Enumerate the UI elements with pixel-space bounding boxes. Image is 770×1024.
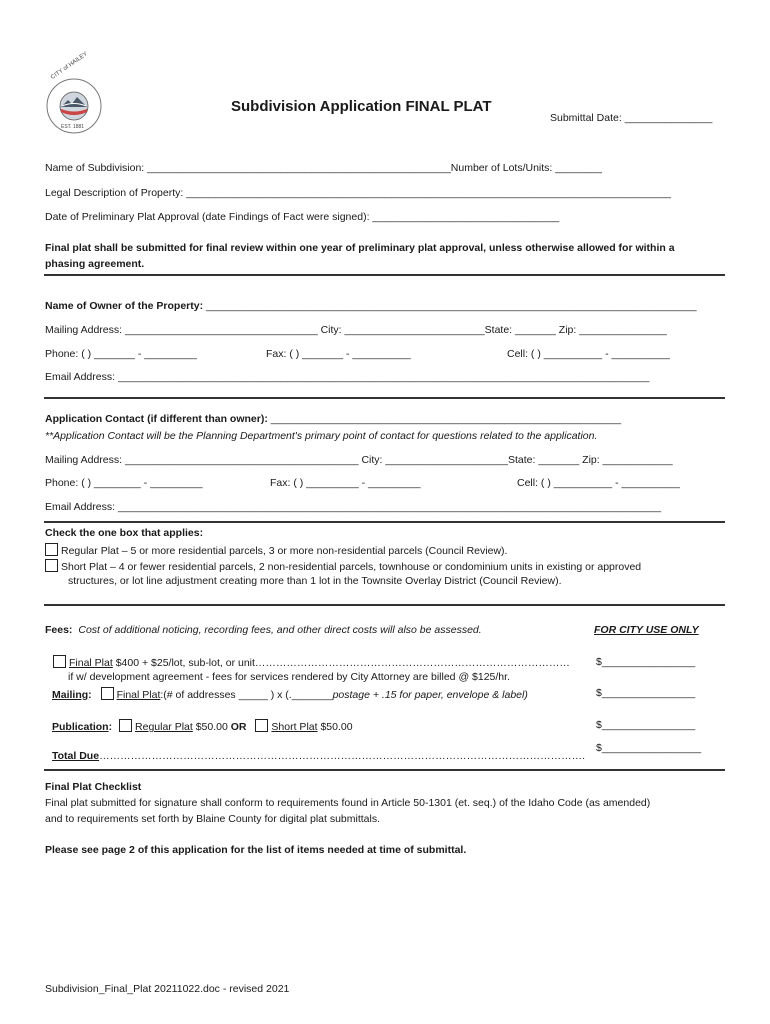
checklist-line-1: Final plat submitted for signature shall conform to requirements found in Article 50-1301 (et. seq.) of the Idaho Code (as amended) <box>45 797 651 809</box>
owner-name-field[interactable] <box>45 300 697 313</box>
city-use-final-plat-field[interactable]: $________________ <box>596 656 696 668</box>
owner-email-field[interactable]: Email Address: ___________________________________________________________________________________________ <box>45 371 650 383</box>
short-plat-publication-fee: $50.00 <box>317 721 353 733</box>
section-divider <box>44 397 725 399</box>
contact-blank: ____________________________________________________________ <box>267 413 622 425</box>
regular-plat-option[interactable] <box>45 543 507 558</box>
short-plat-label: Short Plat – 4 or fewer residential parcels, 2 non-residential parcels, townhouse or condominium units in existing or approved <box>61 561 642 573</box>
short-plat-checkbox[interactable] <box>45 559 58 572</box>
legal-description-field[interactable]: Legal Description of Property: ___________________________________________________________________________________ <box>45 187 671 199</box>
page-title: Subdivision Application FINAL PLAT <box>231 98 492 115</box>
check-heading: Check the one box that applies: <box>45 527 204 539</box>
contact-mailing-field[interactable]: Mailing Address: ________________________________________ City: _____________________State: _______ Zip: ____________ <box>45 454 673 466</box>
notice-line-1: Final plat shall be submitted for final review within one year of preliminary plat approval, unless otherwise allowed for within a <box>45 242 675 254</box>
short-plat-label-continued: structures, or lot line adjustment creating more than 1 lot in the Townsite Overlay District (Council Review). <box>68 575 562 587</box>
publication-fee-row[interactable]: Publication: Regular Plat $50.00 OR Short Plat $50.00 <box>52 721 353 733</box>
short-plat-publication-checkbox[interactable] <box>255 719 268 732</box>
owner-phone-field[interactable]: Phone: ( ) _______ - _________ <box>45 348 197 360</box>
total-due-row <box>52 750 585 763</box>
owner-fax-field[interactable]: Fax: ( ) _______ - __________ <box>266 348 411 360</box>
owner-mailing-field[interactable]: Mailing Address: _________________________________ City: ________________________State: _______ Zip: _______________ <box>45 324 667 336</box>
fees-header <box>45 624 482 637</box>
for-city-use-only: FOR CITY USE ONLY <box>594 624 699 636</box>
short-plat-option[interactable] <box>45 559 641 574</box>
section-divider <box>44 521 725 523</box>
short-plat-publication-link[interactable]: Short Plat <box>271 721 318 733</box>
section-divider <box>44 604 725 606</box>
notice-line-2: phasing agreement. <box>45 258 145 270</box>
final-plat-fee-row[interactable] <box>53 655 570 670</box>
or-text: OR <box>230 721 247 733</box>
mailing-fee-row[interactable] <box>52 687 528 702</box>
checklist-line-2: and to requirements set forth by Blaine County for digital plat submittals. <box>45 813 381 825</box>
mailing-fee-italic: postage + .15 for paper, envelope & label) <box>332 689 528 701</box>
fees-note: Cost of additional noticing, recording fees, and other direct costs will also be assessed. <box>78 624 482 636</box>
fees-label: Fees: <box>45 624 73 636</box>
checklist-heading: Final Plat Checklist <box>45 781 142 793</box>
publication-label: Publication <box>52 721 109 733</box>
owner-name-label: Name of Owner of the Property: <box>45 300 204 312</box>
contact-fax-field[interactable]: Fax: ( ) _________ - _________ <box>270 477 421 489</box>
total-due-dots: …………………………………………………………………………………………………………………………. <box>99 750 585 762</box>
section-divider <box>44 769 725 771</box>
contact-email-field[interactable]: Email Address: _____________________________________________________________________________________________ <box>45 501 662 513</box>
regular-plat-label: Regular Plat – 5 or more residential parcels, 3 or more non-residential parcels (Council Review). <box>61 545 508 557</box>
logo-text-top: CITY of HAILEY <box>50 51 89 81</box>
page-2-note: Please see page 2 of this application for the list of items needed at time of submittal. <box>45 844 467 856</box>
owner-cell-field[interactable]: Cell: ( ) __________ - __________ <box>507 348 670 360</box>
contact-name-field[interactable] <box>45 413 621 426</box>
regular-plat-checkbox[interactable] <box>45 543 58 556</box>
mailing-fee-text: :(# of addresses _____ ) x (._______ <box>160 689 333 701</box>
mailing-label: Mailing <box>52 689 89 701</box>
total-due-label: Total Due <box>52 750 100 762</box>
preliminary-approval-date-field[interactable]: Date of Preliminary Plat Approval (date Findings of Fact were signed): ________________________________ <box>45 211 560 223</box>
dev-agreement-note: if w/ development agreement - fees for services rendered by City Attorney are billed @ $125/hr. <box>68 671 510 683</box>
owner-name-blank: ____________________________________________________________________________________ <box>203 300 697 312</box>
contact-note: **Application Contact will be the Planning Department's primary point of contact for questions related to the application. <box>45 430 598 442</box>
final-plat-fee-text: $400 + $25/lot, sub-lot, or unit……………………………………………………………………………… <box>112 657 570 669</box>
footer-filename: Subdivision_Final_Plat 20211022.doc - revised 2021 <box>45 983 290 995</box>
regular-plat-publication-fee: $50.00 <box>192 721 231 733</box>
city-use-publication-field[interactable]: $________________ <box>596 719 696 731</box>
section-divider <box>44 274 725 276</box>
city-use-mailing-field[interactable]: $________________ <box>596 687 696 699</box>
logo-text-bottom: EST. 1881 <box>61 124 85 130</box>
submittal-date-field[interactable]: Submittal Date: _______________ <box>550 112 713 124</box>
city-use-total-field[interactable]: $_________________ <box>596 742 702 754</box>
final-plat-link[interactable]: Final Plat <box>69 657 113 669</box>
subdivision-name-field[interactable]: Name of Subdivision: ____________________________________________________Number of Lots/Units: ________ <box>45 162 602 174</box>
final-plat-fee-checkbox[interactable] <box>53 655 66 668</box>
contact-cell-field[interactable]: Cell: ( ) __________ - __________ <box>517 477 680 489</box>
mailing-final-plat-link[interactable]: Final Plat <box>116 689 161 701</box>
contact-label: Application Contact (if different than owner): <box>45 413 268 425</box>
contact-phone-field[interactable]: Phone: ( ) ________ - _________ <box>45 477 203 489</box>
regular-plat-publication-link[interactable]: Regular Plat <box>135 721 193 733</box>
mailing-colon: : <box>88 689 92 701</box>
mailing-fee-checkbox[interactable] <box>101 687 114 700</box>
regular-plat-publication-checkbox[interactable] <box>119 719 132 732</box>
